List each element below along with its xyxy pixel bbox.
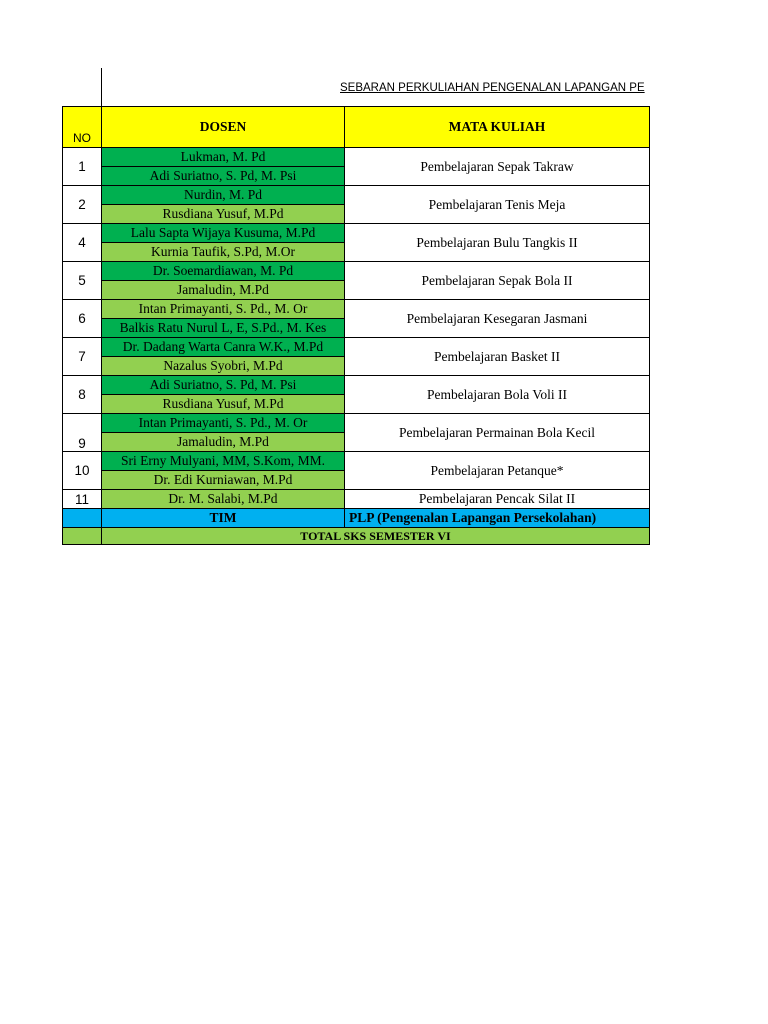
course-cell[interactable]: Pembelajaran Pencak Silat II xyxy=(345,490,650,509)
row-number[interactable]: 8 xyxy=(63,376,102,414)
lecturer-cell[interactable]: Intan Primayanti, S. Pd., M. Or xyxy=(102,300,345,319)
header-row xyxy=(63,107,650,148)
tim-dosen-cell[interactable]: TIM xyxy=(102,509,345,528)
lecturer-cell[interactable]: Nurdin, M. Pd xyxy=(102,186,345,205)
lecturer-cell[interactable]: Jamaludin, M.Pd xyxy=(102,281,345,300)
table-row xyxy=(63,452,650,471)
course-cell[interactable]: Pembelajaran Sepak Bola II xyxy=(345,262,650,300)
row-number[interactable]: 4 xyxy=(63,224,102,262)
lecturer-cell[interactable]: Intan Primayanti, S. Pd., M. Or xyxy=(102,414,345,433)
row-number[interactable]: 11 xyxy=(63,490,102,509)
table-row xyxy=(63,186,650,205)
sheet-title[interactable]: SEBARAN PERKULIAHAN PENGENALAN LAPANGAN PE xyxy=(340,82,645,94)
table-row xyxy=(63,148,650,167)
course-cell[interactable]: Pembelajaran Permainan Bola Kecil xyxy=(345,414,650,452)
course-cell[interactable]: Pembelajaran Sepak Takraw xyxy=(345,148,650,186)
header-dosen[interactable]: DOSEN xyxy=(102,107,345,148)
tim-course-cell[interactable]: PLP (Pengenalan Lapangan Persekolahan) xyxy=(345,509,650,528)
column-divider xyxy=(101,68,102,107)
table-row xyxy=(63,376,650,395)
lecturer-cell[interactable]: Kurnia Taufik, S.Pd, M.Or xyxy=(102,243,345,262)
table-row xyxy=(63,224,650,243)
tim-no-cell[interactable] xyxy=(63,509,102,528)
lecturer-cell[interactable]: Rusdiana Yusuf, M.Pd xyxy=(102,205,345,224)
lecturer-cell[interactable]: Dr. M. Salabi, M.Pd xyxy=(102,490,345,509)
row-number[interactable]: 1 xyxy=(63,148,102,186)
course-cell[interactable]: Pembelajaran Bola Voli II xyxy=(345,376,650,414)
lecturer-cell[interactable]: Lukman, M. Pd xyxy=(102,148,345,167)
table-row xyxy=(63,300,650,319)
table-row xyxy=(63,414,650,433)
lecturer-cell[interactable]: Dr. Edi Kurniawan, M.Pd xyxy=(102,471,345,490)
lecturer-cell[interactable]: Lalu Sapta Wijaya Kusuma, M.Pd xyxy=(102,224,345,243)
row-number[interactable]: 9 xyxy=(63,414,102,452)
lecturer-cell[interactable]: Sri Erny Mulyani, MM, S.Kom, MM. xyxy=(102,452,345,471)
table-row xyxy=(63,490,650,509)
lecturer-cell[interactable]: Balkis Ratu Nurul L, E, S.Pd., M. Kes xyxy=(102,319,345,338)
lecturer-cell[interactable]: Nazalus Syobri, M.Pd xyxy=(102,357,345,376)
lecturer-cell[interactable]: Dr. Dadang Warta Canra W.K., M.Pd xyxy=(102,338,345,357)
total-no-cell[interactable] xyxy=(63,528,102,545)
course-cell[interactable]: Pembelajaran Kesegaran Jasmani xyxy=(345,300,650,338)
row-number[interactable]: 6 xyxy=(63,300,102,338)
row-number[interactable]: 10 xyxy=(63,452,102,490)
row-number[interactable]: 2 xyxy=(63,186,102,224)
lecturer-cell[interactable]: Adi Suriatno, S. Pd, M. Psi xyxy=(102,167,345,186)
lecturer-cell[interactable]: Adi Suriatno, S. Pd, M. Psi xyxy=(102,376,345,395)
course-cell[interactable]: Pembelajaran Tenis Meja xyxy=(345,186,650,224)
lecturer-cell[interactable]: Jamaludin, M.Pd xyxy=(102,433,345,452)
total-sks-label[interactable]: TOTAL SKS SEMESTER VI xyxy=(102,528,650,545)
course-cell[interactable]: Pembelajaran Bulu Tangkis II xyxy=(345,224,650,262)
lecturer-course-table xyxy=(62,106,650,545)
lecturer-cell[interactable]: Rusdiana Yusuf, M.Pd xyxy=(102,395,345,414)
table-row xyxy=(63,262,650,281)
course-cell[interactable]: Pembelajaran Petanque* xyxy=(345,452,650,490)
row-number[interactable]: 7 xyxy=(63,338,102,376)
header-no[interactable]: NO xyxy=(63,107,102,148)
total-row xyxy=(63,528,650,545)
lecturer-cell[interactable]: Dr. Soemardiawan, M. Pd xyxy=(102,262,345,281)
tim-row xyxy=(63,509,650,528)
course-cell[interactable]: Pembelajaran Basket II xyxy=(345,338,650,376)
table-row xyxy=(63,338,650,357)
header-mata-kuliah[interactable]: MATA KULIAH xyxy=(345,107,650,148)
row-number[interactable]: 5 xyxy=(63,262,102,300)
